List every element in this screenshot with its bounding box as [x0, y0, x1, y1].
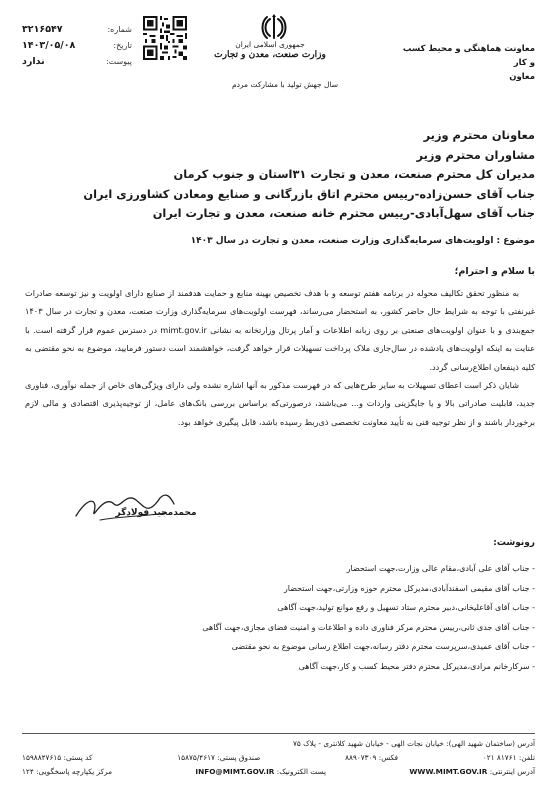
recipient-line: مشاوران محترم وزیر — [416, 147, 535, 162]
recipient-line: جناب آقای سهل‌آبادی-رییس محترم خانه صنعت، معدن و تجارت ایران — [152, 206, 535, 220]
ministry-line-2: وزارت صنعت، معدن و تجارت — [214, 50, 326, 60]
footer-website-label: آدرس اینترنتی: — [489, 767, 535, 776]
footer-online — [22, 765, 535, 779]
letter-subject: موضوع : اولویت‌های سرمایه‌گذاری وزارت صنعت، معدن و تجارت در سال ۱۴۰۳ — [190, 236, 535, 246]
letter-date-row — [22, 38, 132, 54]
sender-office-name: معاونت هماهنگی و محیط کسب و کار — [402, 44, 535, 68]
footer-email-link[interactable]: INFO@MIMT.GOV.IR — [195, 767, 275, 776]
handwritten-signature-icon — [70, 486, 180, 526]
recipient-line: مدیران کل محترم صنعت، معدن و تجارت ۳۱استان و جنوب کرمان — [173, 167, 535, 181]
recipient-line: معاونان محترم وزیر — [423, 128, 535, 142]
cc-item: - جناب آقای آقاعلیخانی،دبیر محترم ستاد تسهیل و رفع موانع تولید،جهت آگاهی — [277, 603, 535, 612]
ministry-line-1: جمهوری اسلامی ایران — [235, 40, 305, 49]
ministry-name — [210, 40, 330, 60]
footer-email — [195, 765, 326, 779]
footer-website — [409, 765, 535, 779]
year-slogan: سال جهش تولید با مشارکت مردم — [231, 80, 339, 89]
cc-item: - سرکارخانم مرادی،مدیرکل محترم دفتر محیط کسب و کار،جهت آگاهی — [298, 661, 535, 671]
cc-item: - جناب آقای مقیمی اسفندآبادی،مدیرکل محترم حوزه وزارتی،جهت استحضار — [283, 583, 535, 593]
letter-date: ۱۴۰۳/۰۵/۰۸ — [22, 40, 76, 51]
cc-item: - جناب آقای عمیدی،سرپرست محترم دفتر رسانه،جهت اطلاع رسانی موضوع به نحو مقتضی — [231, 642, 535, 651]
letter-attachment: ندارد — [22, 56, 45, 67]
body-paragraph: شایان ذکر است اعطای تسهیلات به سایر طرح‌هایی که در فهرست مذکور به آنها اشاره نشده ولی دارای ویژگی‌های خاص از جمله نوآوری، فناوری جدید، قابلیت صادراتی بالا و یا جایگزینی واردات و... می‌باشند، درصورتی‌که براساس بررسی بانک‌های عامل، از توجیه‌پذیری اقتصادی و مالی لازم برخوردار باشند و از نظر توجیه فنی به تأیید معاونت تخصصی ذی‌ربط رسیده باشد، قابل پیگیری خواهد بود. — [25, 380, 535, 427]
footer-email-label: پست الکترونیک: — [276, 767, 327, 776]
letter-meta — [22, 22, 132, 70]
footer-website-link[interactable]: WWW.MIMT.GOV.IR — [409, 767, 488, 776]
footer-address: آدرس (ساختمان شهید الهی): خیابان نجات الهی - خیابان شهید کلانتری - پلاک ۷۵ — [292, 739, 535, 748]
cc-item: - جناب آقای علی آبادی،مقام عالی وزارت،جهت استحضار — [346, 564, 535, 573]
footer-call-center: مرکز یکپارچه پاسخگویی: ۱۲۴ — [22, 767, 113, 776]
letter-date-label: تاریخ: — [113, 41, 132, 50]
iran-emblem-icon — [259, 12, 289, 42]
recipients-list — [25, 126, 535, 224]
greeting: با سلام و احترام؛ — [454, 266, 535, 277]
footer-pobox: صندوق پستی: ۱۵۸۷۵/۴۶۱۷ — [177, 753, 261, 762]
footer-phone: تلفن: ۸۱۷۶۱ ۰۲۱ — [482, 753, 535, 762]
qr-code-icon — [143, 16, 187, 60]
letter-number: ۳۲۱۶۵۴۷ — [22, 24, 63, 35]
footer-contacts — [22, 751, 535, 765]
footer-fax: فکس: ۸۸۹۰۷۳۰۹ — [345, 753, 399, 762]
letter-number-row — [22, 22, 132, 38]
footer-postal-code: کد پستی: ۱۵۹۸۸۴۷۶۱۵ — [22, 753, 93, 762]
footer-divider — [22, 733, 535, 734]
sender-position: معاون — [509, 72, 535, 82]
letter-attachment-row — [22, 54, 132, 70]
footer — [22, 737, 535, 779]
recipient-line: جناب آقای حسن‌زاده-رییس محترم اتاق بازرگانی و صنایع ومعادن کشاورزی ایران — [83, 186, 535, 201]
letter-attachment-label: پیوست: — [105, 57, 132, 66]
sender-office — [395, 42, 535, 84]
body-paragraph: به منظور تحقق تکالیف محوله در برنامه هفتم توسعه و با هدف تخصیص بهینه منابع و حمایت هدفمند از صنایع دارای اولویت و نیز توسعه صادرات غیرنفتی با توجه به شرایط حال حاضر کشور، به استحضار می‌رساند، فهرست اولویت‌های سرمایه‌گذاری وزارت صنعت، معدن و تجارت در سال ۱۴۰۳ جمع‌بندی و با عنوان اولویت‌های صنعتی بر روی زبانه اطلاعات و آمار پرتال وزارتخانه به نشانی mimt.gov.ir در دسترس عموم قرار گرفته است. با عنایت به اینکه اولویت‌های یادشده در سال‌جاری ملاک پرداخت تسهیلات قرار خواهد گرفت، خواهشمند است دستور فرمایید، موضوع به نحو مقتضی به کلیه ذینفعان اطلاع‌رسانی گردد. — [25, 288, 535, 372]
signer-name: محمدمجید فولادگر — [115, 508, 197, 518]
letter-number-label: شماره: — [107, 25, 132, 34]
cc-title: رونوشت: — [493, 538, 535, 548]
cc-item: - جناب آقای جدی ثانی،رییس محترم مرکز فناوری داده و اطلاعات و امنیت فضای مجازی،جهت آگاهی — [202, 622, 535, 632]
cc-list — [25, 559, 535, 676]
letter-body — [25, 284, 535, 431]
